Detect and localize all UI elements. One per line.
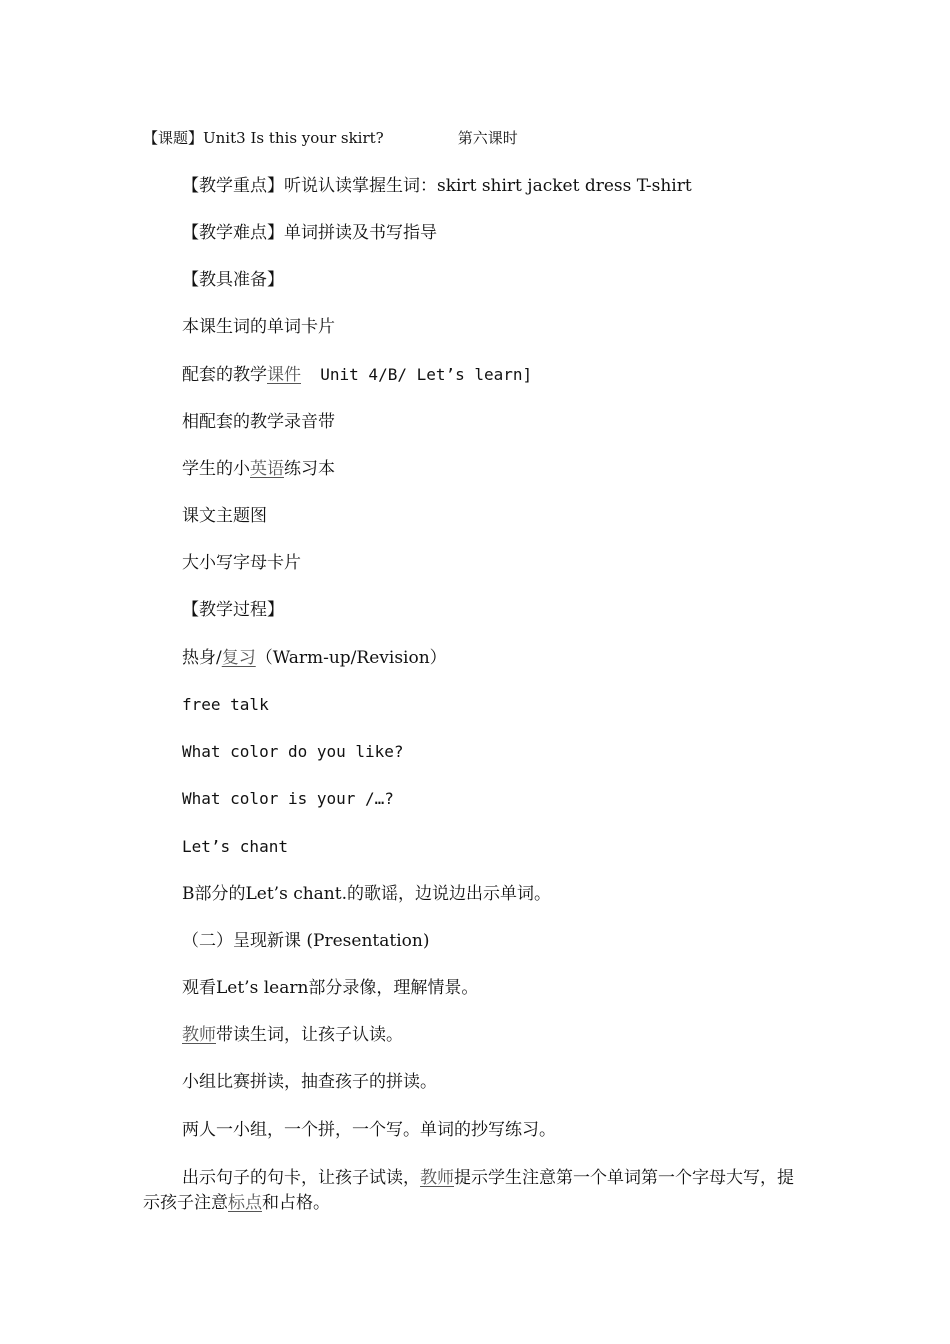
teaching-difficulty: 【教学难点】单词拼读及书写指导	[182, 223, 437, 243]
lesson-period: 第六课时	[457, 129, 518, 147]
sentence-card-c: 和占格。	[262, 1193, 330, 1213]
free-talk: free talk	[182, 695, 269, 714]
chant-description: B部分的Let’s chant.的歌谣，边说边出示单词。	[182, 884, 551, 904]
english-link[interactable]: 英语	[250, 459, 284, 479]
punctuation-link[interactable]: 标点	[228, 1193, 262, 1213]
teacher-read-line	[182, 1024, 403, 1046]
sentence-card-paragraph	[143, 1166, 803, 1216]
prep-item-courseware-detail: Unit 4/B/ Let’s learn]	[301, 365, 533, 384]
prep-item-courseware	[182, 364, 532, 386]
prep-item-workbook-a: 学生的小	[182, 459, 250, 479]
watch-video: 观看Let’s learn部分录像，理解情景。	[182, 978, 479, 998]
prep-item-theme-picture: 课文主题图	[182, 506, 267, 526]
prep-item-word-cards: 本课生词的单词卡片	[182, 317, 335, 337]
lesson-title	[143, 127, 518, 149]
teacher-read-text: 带读生词，让孩子认读。	[216, 1025, 403, 1045]
warmup-text: 热身/	[182, 648, 222, 668]
prep-item-tape: 相配套的教学录音带	[182, 412, 335, 432]
question-1: What color do you like?	[182, 742, 404, 761]
courseware-link[interactable]: 课件	[267, 365, 301, 385]
teacher-link[interactable]: 教师	[182, 1025, 216, 1045]
sentence-card-a: 出示句子的句卡，让孩子试读，	[182, 1168, 420, 1188]
group-contest: 小组比赛拼读，抽查孩子的拼读。	[182, 1072, 437, 1092]
prep-item-workbook-b: 练习本	[284, 459, 335, 479]
lesson-title-main: 【课题】Unit3 Is this your skirt?	[143, 129, 384, 147]
warmup-line	[182, 647, 447, 669]
warmup-english: （Warm-up/Revision）	[255, 648, 447, 668]
teacher-link-2[interactable]: 教师	[420, 1168, 454, 1188]
presentation-heading: （二）呈现新课 (Presentation)	[182, 931, 430, 951]
question-2: What color is your /…?	[182, 789, 394, 808]
prep-item-workbook	[182, 458, 335, 480]
revision-link[interactable]: 复习	[221, 648, 256, 668]
teaching-focus: 【教学重点】听说认读掌握生词：skirt shirt jacket dress T-shirt	[182, 176, 692, 196]
process-heading: 【教学过程】	[182, 600, 284, 620]
sentence-card-b: 提示学生注意第一个单词第一个字母大写，提示孩子注意	[143, 1168, 794, 1213]
pair-practice: 两人一小组，一个拼，一个写。单词的抄写练习。	[182, 1120, 556, 1140]
prep-item-letter-cards: 大小写字母卡片	[182, 553, 301, 573]
prep-item-courseware-text: 配套的教学	[182, 365, 267, 385]
prep-heading: 【教具准备】	[182, 270, 284, 290]
chant-heading: Let’s chant	[182, 837, 288, 856]
